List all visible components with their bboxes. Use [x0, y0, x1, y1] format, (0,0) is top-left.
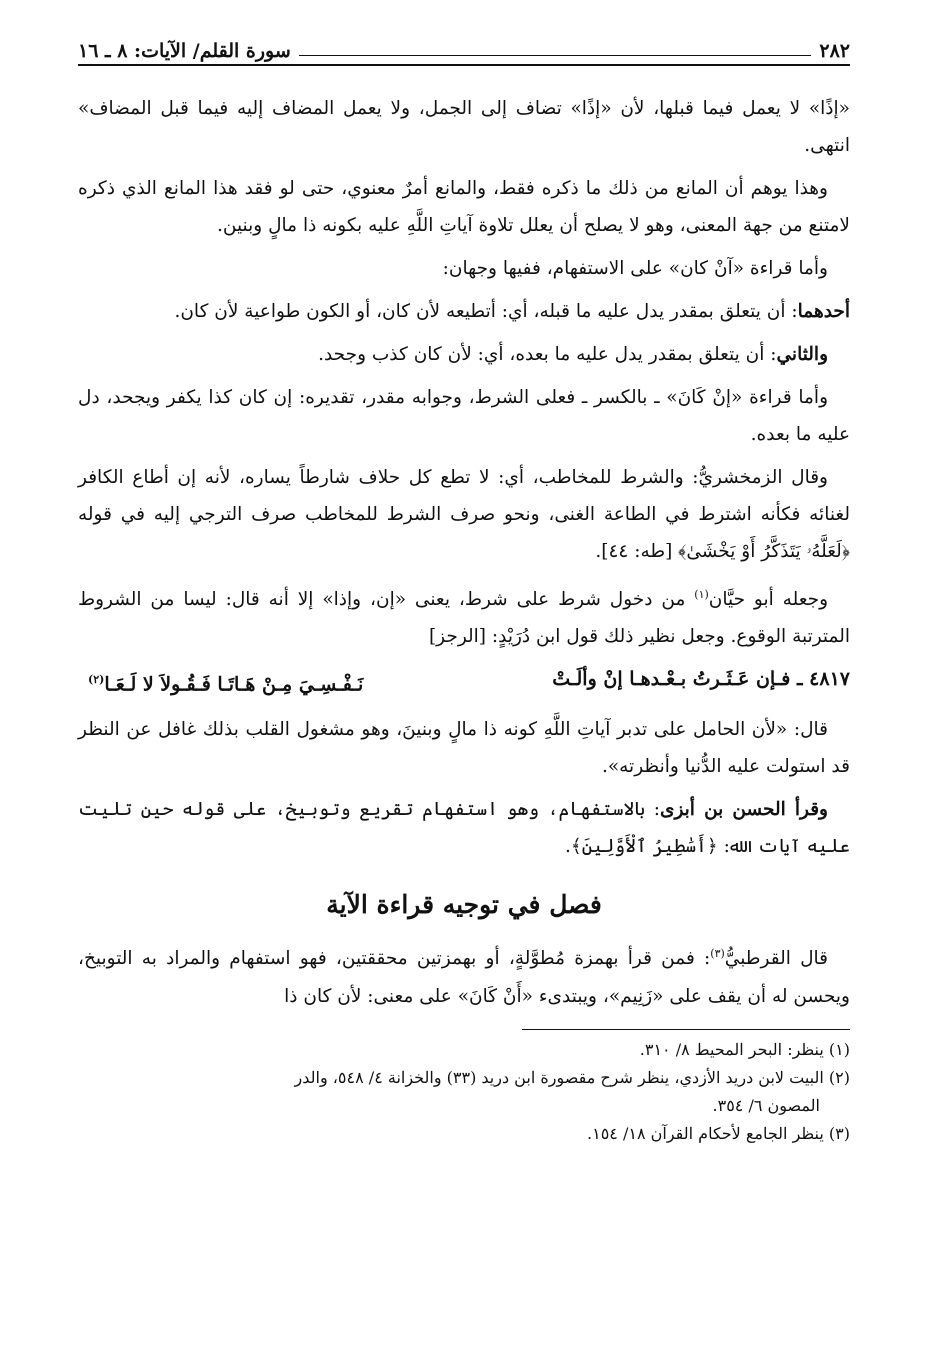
- paragraph-lead: وقرأ الحسن بن أبزى: [659, 799, 828, 821]
- paragraph-lead: أحدهما: [797, 301, 850, 322]
- paragraph: وأما قراءة «آنْ كان» على الاستفهام، ففيها وجهان:: [442, 258, 828, 279]
- paragraph-body: قال القرطبيُّ: [724, 948, 829, 970]
- paragraph: وقال الزمخشريُّ: والشرط للمخاطب، أي: لا تطع كل حلاف شارطاً يساره، لأنه إن أطاع الكافر لغنائه فكأنه اشترط في الطاعة الغنى، ونحو صرف الشرط للمخاطب صرف الترجي إليه في قوله ﴿لَعَلَّهُۥ يَتَذَكَّرُ أَوْ يَخْشَىٰ﴾ [طه: ٤٤].: [78, 467, 850, 562]
- header-rule: [299, 55, 812, 56]
- footnote-2: (٢) البيت لابن دريد الأزدي، ينظر شرح مقصورة ابن دريد (٣٣) والخزانة ٤/ ٥٤٨، والدر: [294, 1067, 850, 1087]
- verse-first-hemistich: [552, 661, 850, 703]
- footnotes: [78, 1036, 850, 1148]
- verse-second-hemistich: [78, 661, 363, 703]
- verse-number: ٤٨١٧ ـ: [796, 668, 850, 691]
- paragraph: وأما قراءة «إنْ كَانَ» ـ بالكسر ـ فعلى الشرط، وجوابه مقدر، تقديره: إن كان كذا يكفر ويجحد، دل عليه ما بعده.: [78, 387, 850, 445]
- footnote-separator: [522, 1029, 850, 1030]
- page-title: سورة القلم/ الآيات: ٨ ـ ١٦: [78, 40, 291, 62]
- footnote-ref: (٣): [710, 947, 725, 961]
- paragraph-body: : فمن قرأ بهمزة مُطوَّلةٍ، أو بهمزتين محققتين، فهو استفهام والمراد به التوبيخ، ويحسن له أن يقف على «زَنِيم»، ويبتدىء «أَنْ كَانَ» على معنى: لأن كان ذا: [78, 948, 850, 1007]
- paragraph: وهذا يوهم أن المانع من ذلك ما ذكره فقط، والمانع أمرٌ معنوي، حتى لو فقد هذا المانع الذي ذكره لامتنع من جهة المعنى، وهو لا يصلح أن يعلل تلاوة آياتِ اللَّهِ عليه بكونه ذا مالٍ وبنين.: [78, 178, 850, 236]
- paragraph: «إذًا» لا يعمل فيما قبلها، لأن «إذًا» تضاف إلى الجمل، ولا يعمل المضاف إليه فيما قبل المضاف» انتهى.: [78, 98, 850, 156]
- paragraph: [78, 293, 850, 330]
- paragraph-body: : أن يتعلق بمقدر يدل عليه ما بعده، أي: لأن كان كذب وجحد.: [318, 344, 777, 365]
- document-page: [78, 28, 850, 1148]
- paragraph: [78, 791, 850, 865]
- header-right: [819, 40, 850, 62]
- poetry-verse: [78, 661, 850, 703]
- footnote-3: (٣) ينظر الجامع لأحكام القرآن ١٨/ ١٥٤.: [587, 1123, 850, 1143]
- paragraph-lead: والثاني: [776, 344, 828, 365]
- paragraph-body: وجعله أبو حيَّان: [708, 589, 829, 611]
- paragraph: [78, 336, 850, 373]
- footnote-ref: (١): [694, 588, 709, 601]
- page-header: [78, 28, 850, 66]
- footnote-2-continued: المصون ٦/ ٣٥٤.: [712, 1095, 820, 1115]
- paragraph-body: : بالاستفهام، وهو استفهام تقريع وتوبيخ، على قوله حين تليت عليه آيات الله: ﴿أَسَٰطِيرُ ٱلْأَوَّلِينَ﴾.: [78, 799, 850, 858]
- page-number: ٢٨٢: [819, 40, 850, 62]
- paragraph: قال: «لأن الحامل على تدبر آياتِ اللَّهِ كونه ذا مالٍ وبنينَ، وهو مشغول القلب بذلك غافل عن النظر قد استولت عليه الدُّنيا وأنظرته».: [78, 719, 850, 778]
- verse-text: نَـفْـسِـيَ مِـنْ هَـاتَـا فَـقُـولاَ لا لَـعَـا: [104, 673, 364, 696]
- paragraph-body: : أن يتعلق بمقدر يدل عليه ما قبله، أي: أتطيعه لأن كان، أو الكون طواعية لأن كان.: [174, 301, 798, 322]
- footnote-ref: (٢): [88, 673, 105, 687]
- main-text: [78, 90, 850, 1015]
- verse-text: فـإن عَـثَـرتُ بـعْـدهـا إنْ وألَـتْ: [552, 668, 791, 691]
- paragraph: [78, 576, 850, 655]
- section-heading: فصل في توجيه قراءة الآية: [326, 890, 602, 920]
- footnote-1: (١) ينظر: البحر المحيط ٨/ ٣١٠.: [639, 1039, 850, 1059]
- paragraph: [78, 935, 850, 1014]
- paragraph-body: من دخول شرط على شرط، يعنى «إن، وإذا» إلا أنه قال: ليسا من الشروط المترتبة الوقوع. وجعل نظير ذلك قول ابن دُرَيْدٍ: [الرجز]: [78, 589, 850, 648]
